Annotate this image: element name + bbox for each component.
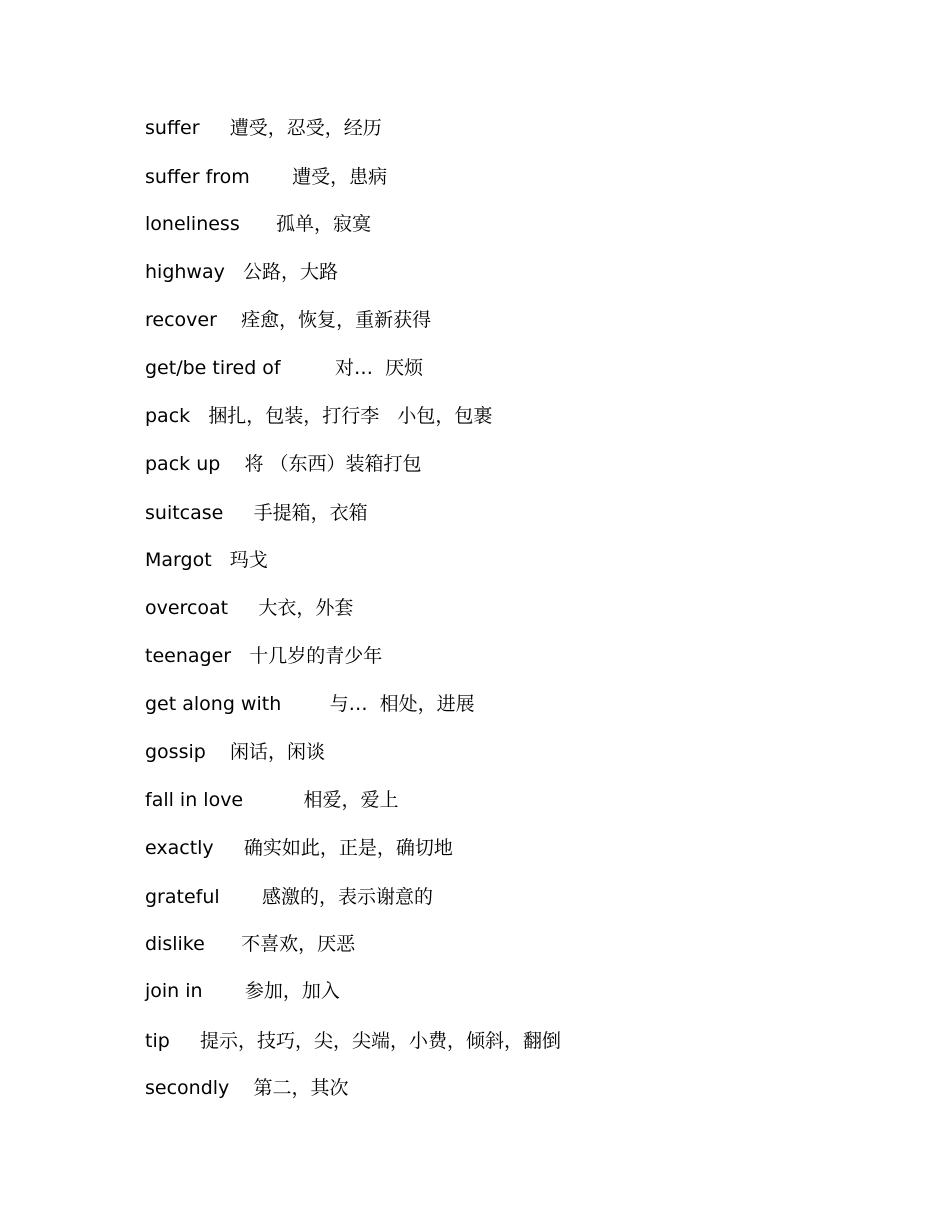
- vocab-entry: [145, 500, 368, 526]
- vocab-meaning: 痊愈，恢复，重新获得: [241, 309, 432, 331]
- vocab-entry: [145, 978, 340, 1004]
- vocab-word: exactly: [145, 837, 214, 859]
- vocab-entry: [145, 787, 399, 813]
- vocab-gap: [206, 741, 230, 763]
- vocab-word: Margot: [145, 549, 212, 571]
- vocab-word: dislike: [145, 933, 205, 955]
- vocab-gap: [243, 789, 303, 811]
- vocab-entry: [145, 884, 433, 910]
- vocab-gap: [231, 645, 249, 667]
- vocab-gap: [214, 837, 244, 859]
- vocab-word: get/be tired of: [145, 357, 281, 379]
- vocab-gap: [203, 980, 245, 1002]
- vocab-word: overcoat: [145, 597, 229, 619]
- vocab-meaning: 参加，加入: [244, 980, 340, 1002]
- vocab-word: secondly: [145, 1077, 230, 1099]
- vocab-entry: [145, 259, 338, 285]
- vocab-entry: [145, 643, 382, 669]
- vocab-gap: [190, 405, 208, 427]
- vocab-meaning: 遭受，患病: [292, 166, 388, 188]
- vocab-gap: [225, 261, 243, 283]
- vocab-meaning: 将 （东西）装箱打包: [244, 453, 422, 475]
- vocab-word: get along with: [145, 693, 282, 715]
- vocab-meaning: 十几岁的青少年: [249, 645, 383, 667]
- vocab-entry: [145, 1028, 561, 1054]
- vocab-word: grateful: [145, 886, 220, 908]
- vocab-meaning: 提示，技巧，尖，尖端，小费，倾斜，翻倒: [200, 1030, 562, 1052]
- vocab-gap: [170, 1030, 200, 1052]
- vocab-word: loneliness: [145, 213, 240, 235]
- vocab-gap: [240, 213, 276, 235]
- vocab-entry: [145, 403, 492, 429]
- vocab-meaning: 大衣，外套: [258, 597, 354, 619]
- vocab-entry: [145, 115, 382, 141]
- vocab-word: join in: [145, 980, 203, 1002]
- vocab-meaning: 感激的，表示谢意的: [261, 886, 433, 908]
- vocab-meaning: 玛戈: [229, 549, 268, 571]
- vocab-word: pack up: [145, 453, 221, 475]
- vocab-entry: [145, 691, 475, 717]
- vocab-word: suitcase: [145, 502, 224, 524]
- vocab-meaning: 遭受，忍受，经历: [229, 117, 382, 139]
- vocab-entry: [145, 451, 422, 477]
- vocab-entry: [145, 211, 371, 237]
- vocab-meaning: 孤单，寂寞: [275, 213, 371, 235]
- vocab-word: suffer: [145, 117, 200, 139]
- vocab-entry: [145, 355, 423, 381]
- vocab-word: recover: [145, 309, 217, 331]
- vocab-word: suffer from: [145, 166, 250, 188]
- vocab-meaning: 不喜欢，厌恶: [241, 933, 356, 955]
- vocab-word: teenager: [145, 645, 232, 667]
- vocab-meaning: 手提箱，衣箱: [253, 502, 368, 524]
- vocab-meaning: 公路，大路: [242, 261, 338, 283]
- vocab-gap: [229, 1077, 253, 1099]
- vocab-entry: [145, 547, 268, 573]
- vocab-meaning: 相爱，爱上: [303, 789, 399, 811]
- vocab-word: fall in love: [145, 789, 244, 811]
- vocab-word: tip: [145, 1030, 170, 1052]
- vocab-entry: [145, 307, 431, 333]
- vocab-word: gossip: [145, 741, 206, 763]
- vocab-gap: [205, 933, 241, 955]
- vocab-meaning: 确实如此，正是，确切地: [243, 837, 453, 859]
- vocab-gap: [250, 166, 292, 188]
- vocab-gap: [281, 693, 329, 715]
- vocab-entry: [145, 164, 387, 190]
- vocab-meaning: 闲话，闲谈: [230, 741, 326, 763]
- vocab-gap: [220, 886, 262, 908]
- vocab-gap: [223, 502, 253, 524]
- vocab-meaning: 第二，其次: [253, 1077, 349, 1099]
- vocab-entry: [145, 835, 453, 861]
- vocab-entry: [145, 595, 353, 621]
- vocab-entry: [145, 739, 325, 765]
- vocab-meaning: 与… 相处，进展: [329, 693, 475, 715]
- vocab-gap: [200, 117, 230, 139]
- vocab-gap: [220, 453, 244, 475]
- vocab-gap: [228, 597, 258, 619]
- vocab-meaning: 捆扎，包装，打行李 小包，包裹: [208, 405, 493, 427]
- vocab-gap: [212, 549, 230, 571]
- vocab-meaning: 对… 厌烦: [334, 357, 424, 379]
- vocab-gap: [217, 309, 241, 331]
- vocab-entry: [145, 1075, 348, 1101]
- vocab-word: pack: [145, 405, 191, 427]
- vocab-gap: [281, 357, 335, 379]
- vocab-entry: [145, 931, 355, 957]
- vocab-word: highway: [145, 261, 225, 283]
